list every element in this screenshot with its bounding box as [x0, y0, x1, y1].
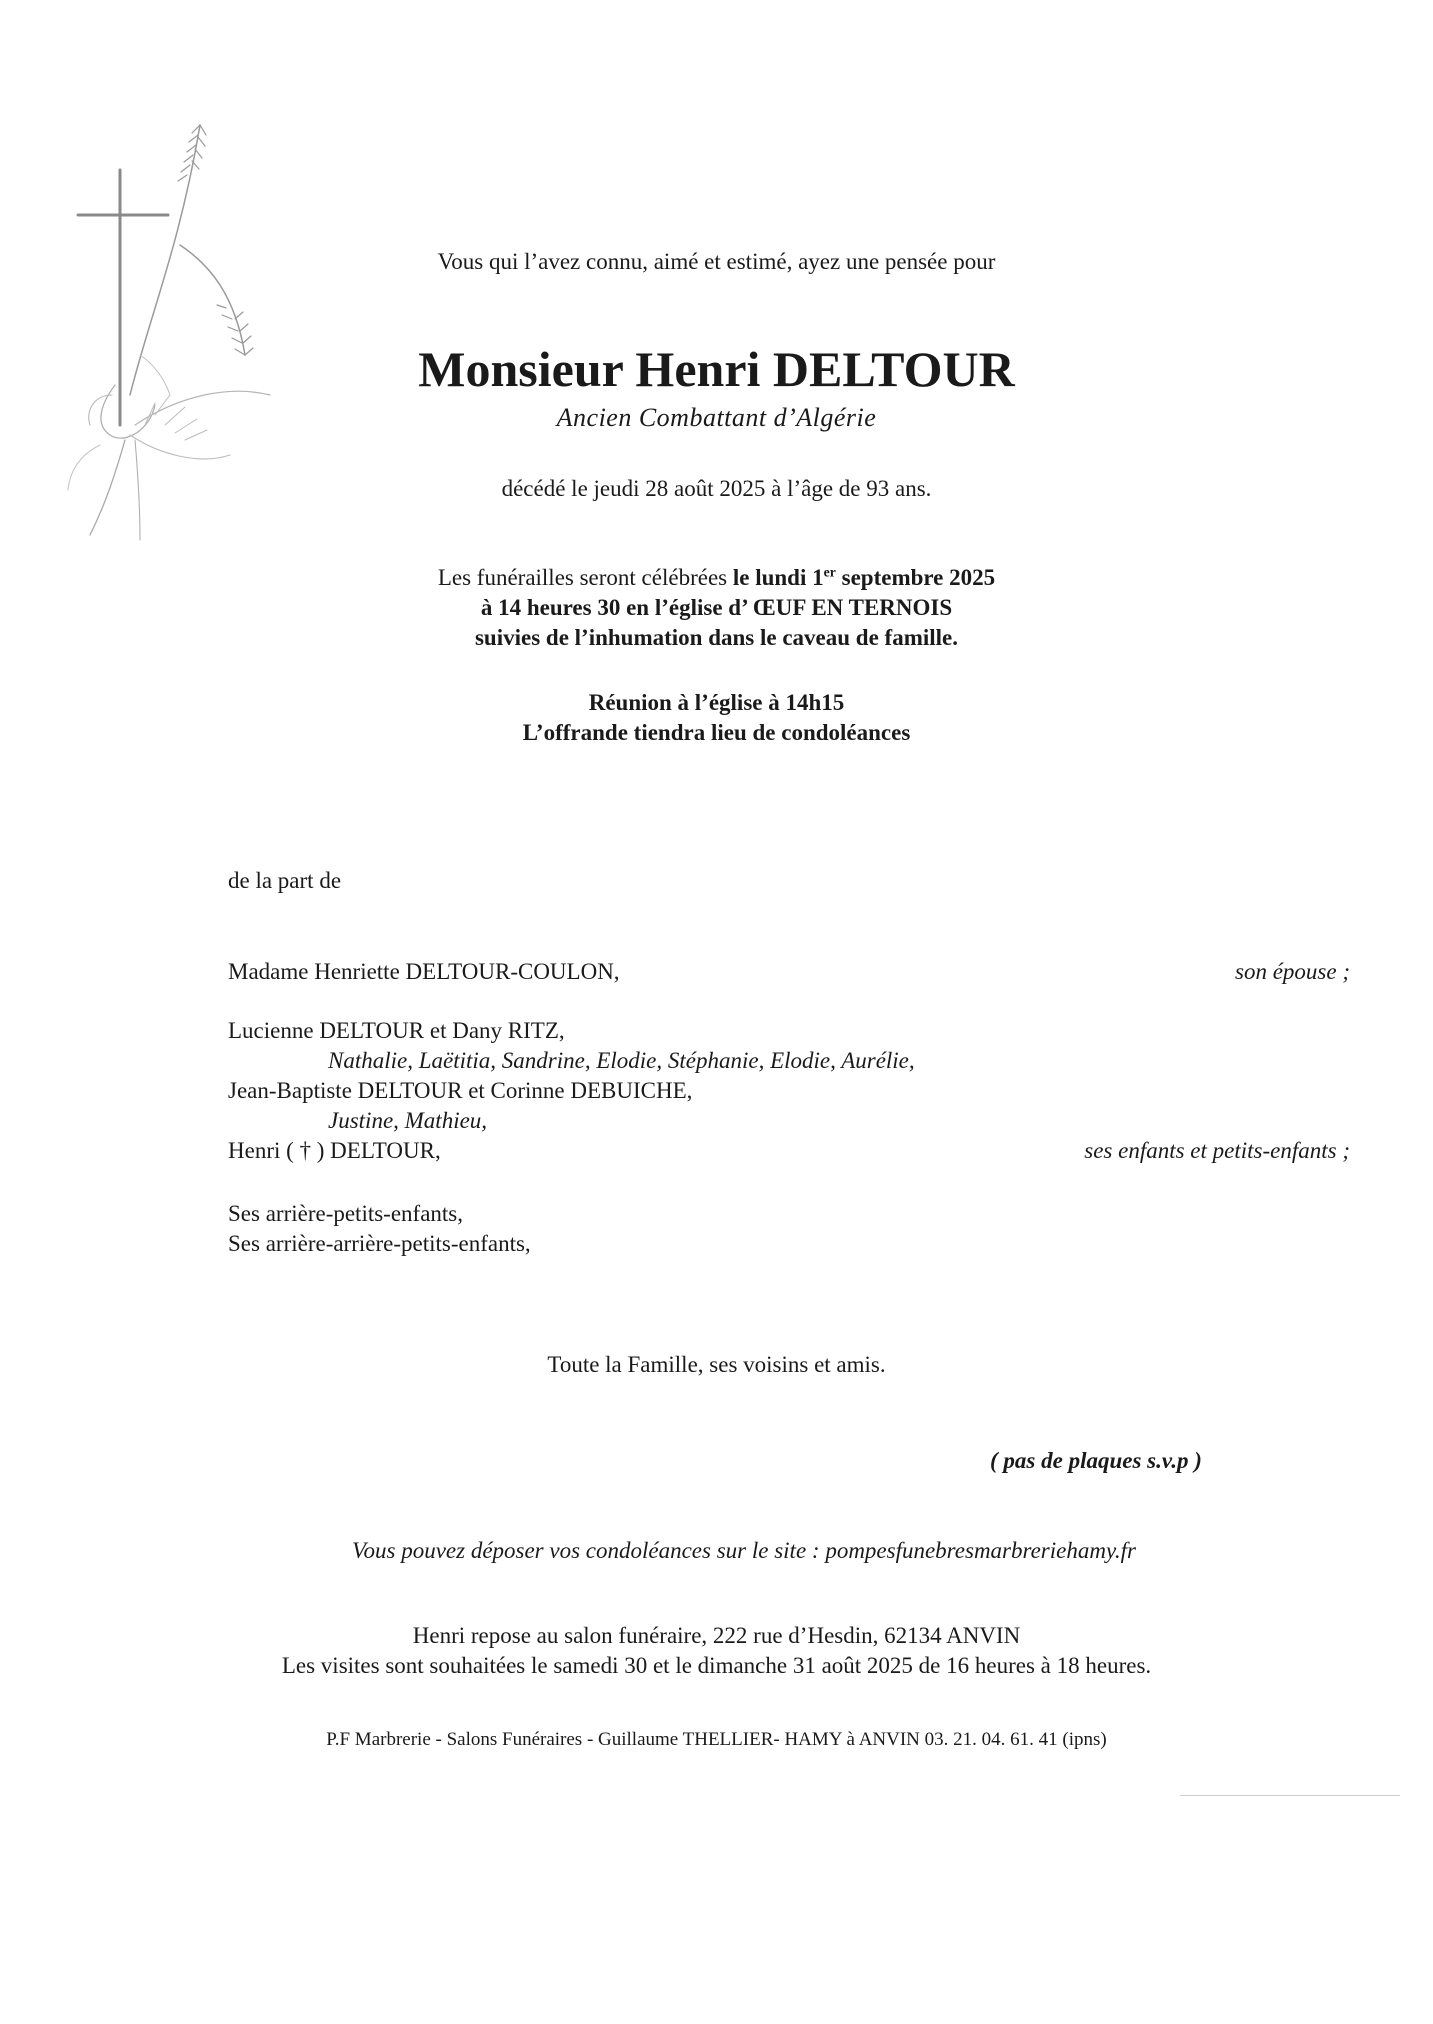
great-great-grandchildren: Ses arrière-arrière-petits-enfants, — [228, 1231, 531, 1256]
from-label: de la part de — [228, 868, 342, 893]
funeral-date-b: septembre 2025 — [835, 565, 996, 590]
great-grandchildren: Ses arrière-petits-enfants, — [228, 1201, 464, 1226]
deceased-name: Monsieur Henri DELTOUR — [418, 341, 1015, 397]
funeral-line-2: à 14 heures 30 en l’église d’ ŒUF EN TERNOIS — [480, 595, 953, 620]
family-closing: Toute la Famille, ses voisins et amis. — [547, 1352, 886, 1377]
no-plaques-note: ( pas de plaques s.v.p ) — [990, 1448, 1202, 1473]
rest-location: Henri repose au salon funéraire, 222 rue d’Hesdin, 62134 ANVIN — [412, 1623, 1021, 1648]
children-relation: ses enfants et petits-enfants ; — [1084, 1138, 1350, 1163]
intro-text: Vous qui l’avez connu, aimé et estimé, ayez une pensée pour — [437, 249, 996, 274]
funeral-line-3: suivies de l’inhumation dans le caveau de famille. — [474, 625, 959, 650]
deceased-title: Ancien Combattant d’Algérie — [556, 403, 877, 432]
child-3: Henri ( † ) DELTOUR, — [228, 1138, 441, 1163]
child-1: Lucienne DELTOUR et Dany RITZ, — [228, 1018, 565, 1043]
offering-note: L’offrande tiendra lieu de condoléances — [522, 720, 911, 745]
funeral-date-sup: er — [823, 564, 836, 580]
spouse-relation: son épouse ; — [1235, 959, 1350, 984]
funeral-date-a: le lundi 1 — [732, 565, 824, 590]
death-notice: décédé le jeudi 28 août 2025 à l’âge de 93 ans. — [501, 476, 932, 501]
condolences-online: Vous pouvez déposer vos condoléances sur le site : pompesfunebresmarbreriehamy.fr — [352, 1538, 1136, 1563]
meeting-time: Réunion à l’église à 14h15 — [588, 690, 845, 715]
funeral-home-footer: P.F Marbrerie - Salons Funéraires - Guillaume THELLIER- HAMY à ANVIN 03. 21. 04. 61. 41 (ipns) — [326, 1729, 1107, 1750]
funeral-line-1 — [0, 563, 1433, 593]
grandchildren-1: Nathalie, Laëtitia, Sandrine, Elodie, Stéphanie, Elodie, Aurélie, — [328, 1048, 915, 1073]
grandchildren-2: Justine, Mathieu, — [328, 1108, 488, 1133]
visiting-hours: Les visites sont souhaitées le samedi 30 et le dimanche 31 août 2025 de 16 heures à 18 heures. — [281, 1653, 1152, 1678]
bottom-rule — [1180, 1795, 1400, 1796]
spouse-name: Madame Henriette DELTOUR-COULON, — [228, 959, 620, 984]
child-2: Jean-Baptiste DELTOUR et Corinne DEBUICHE, — [228, 1078, 693, 1103]
funeral-line-1-prefix: Les funérailles seront célébrées — [437, 565, 733, 590]
